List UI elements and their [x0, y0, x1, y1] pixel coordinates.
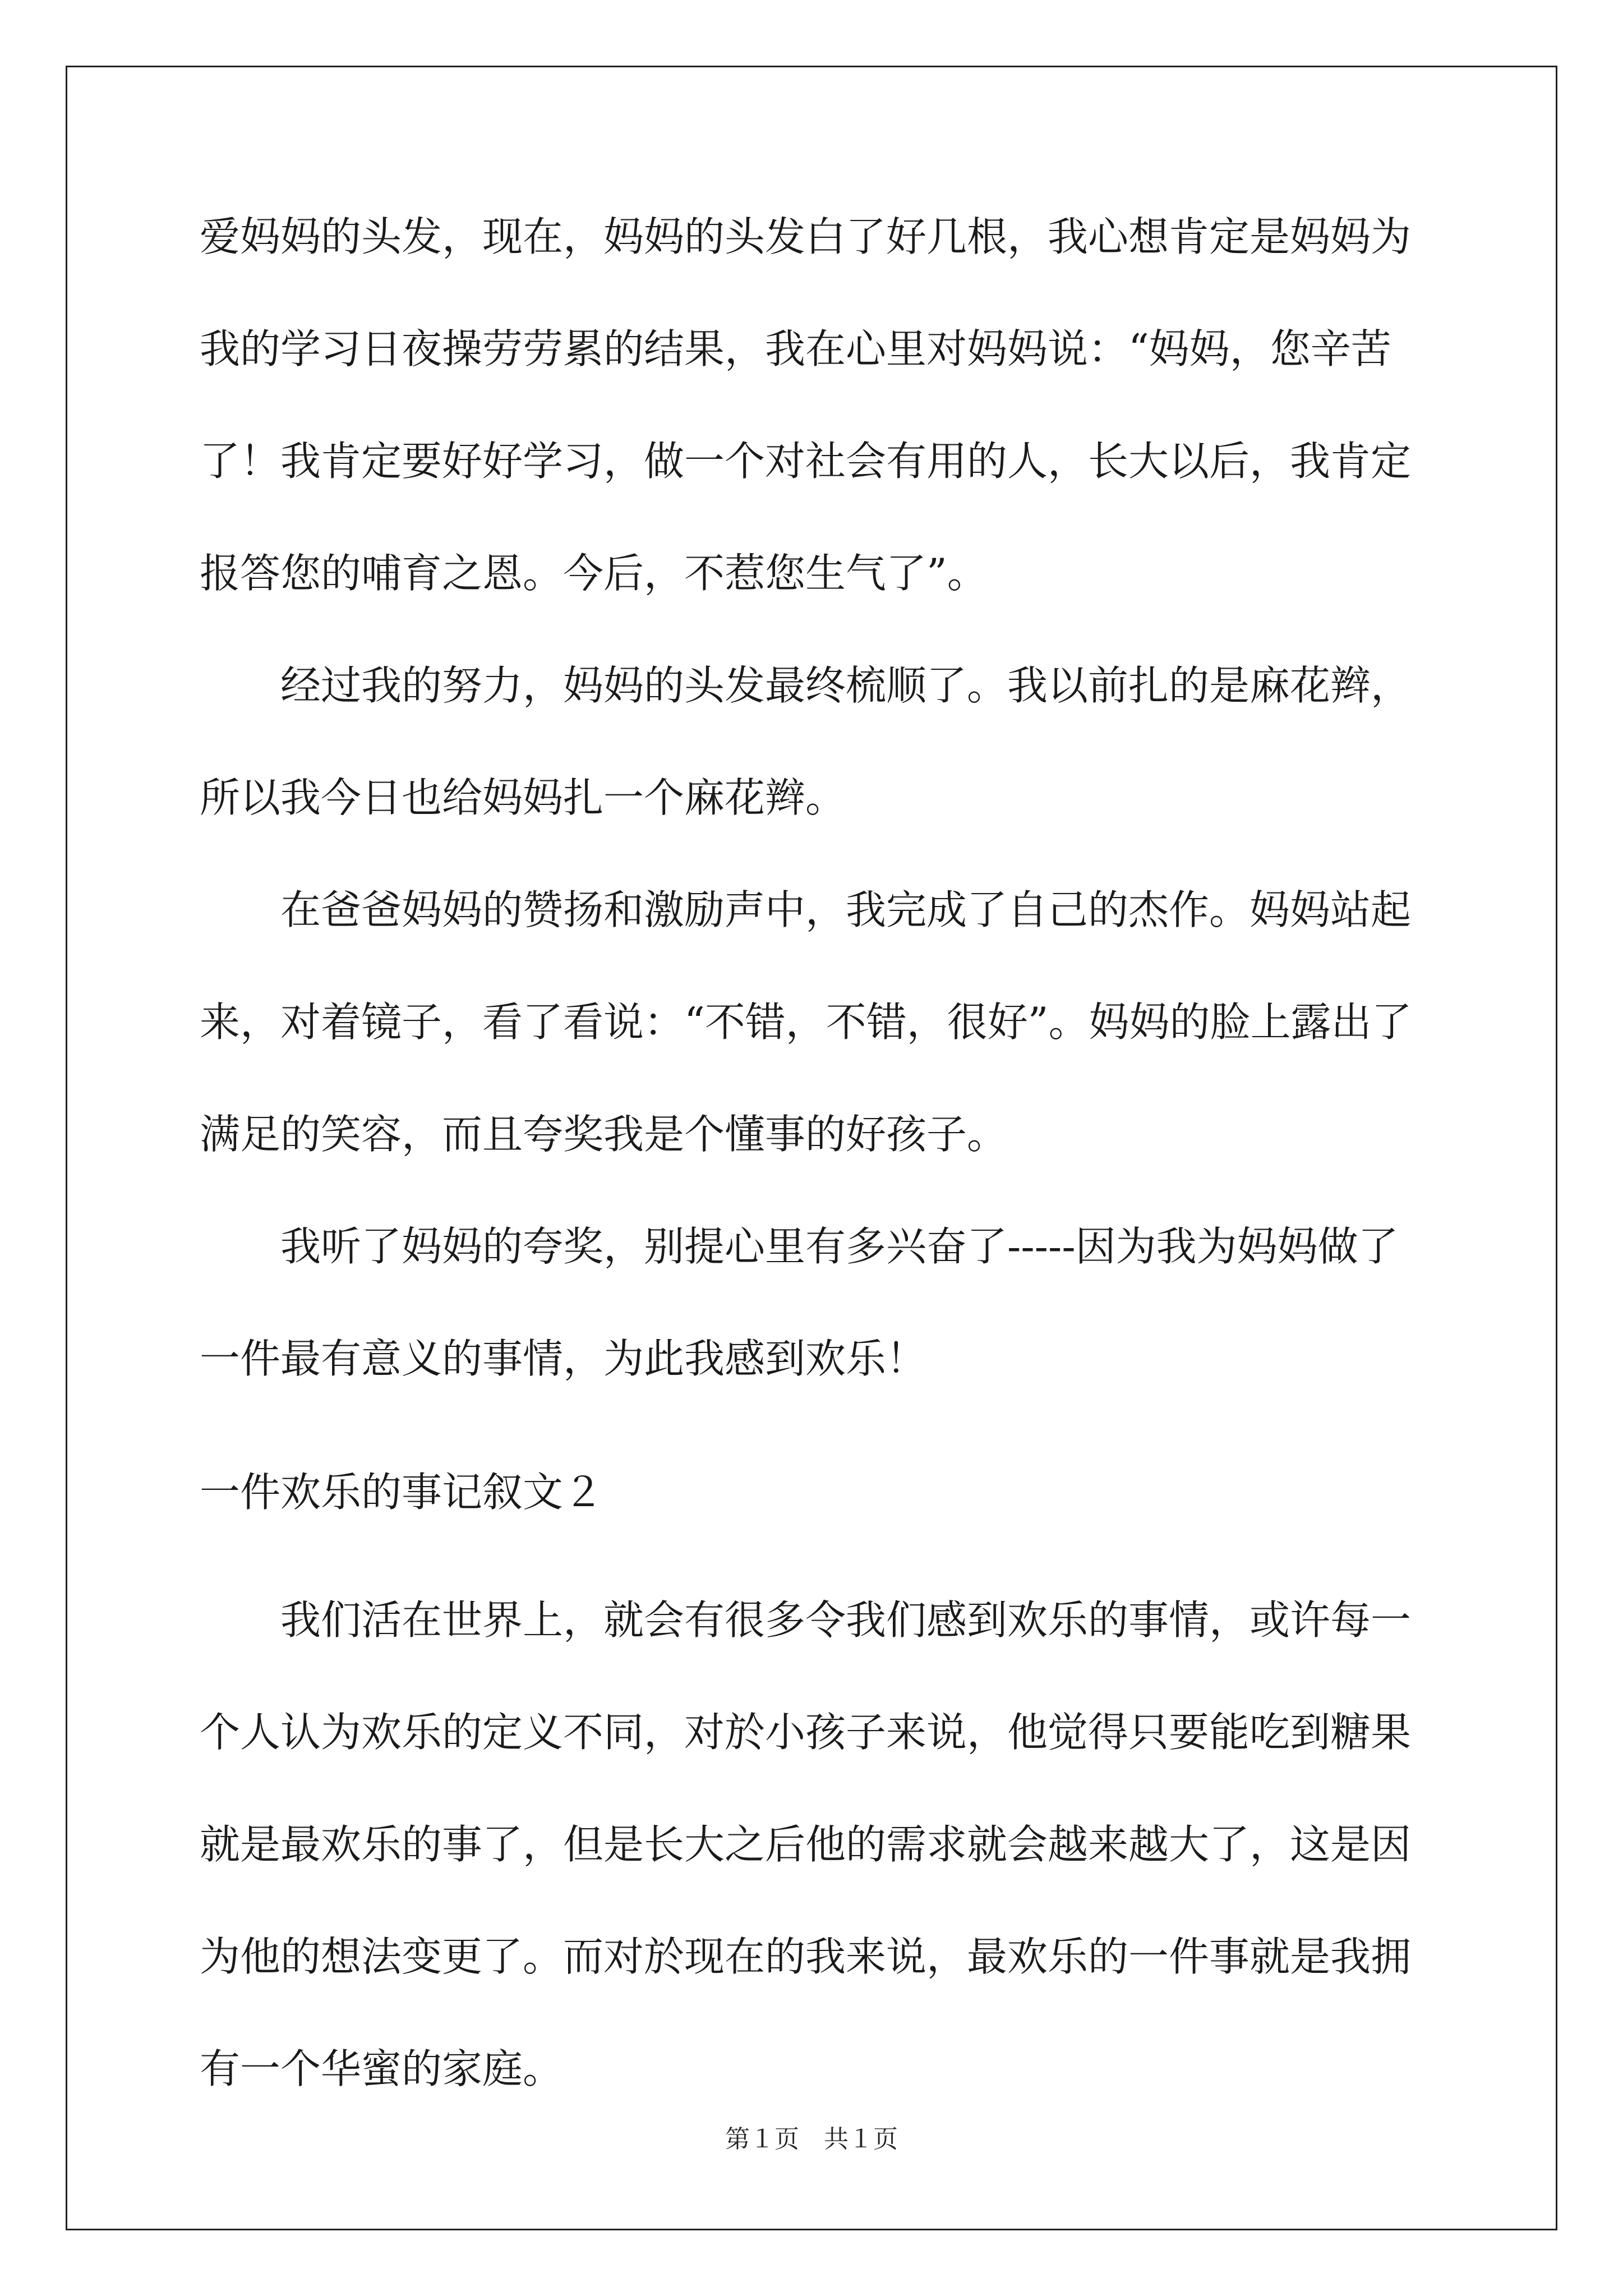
paragraph-line: 我们活在世界上，就会有很多令我们感到欢乐的事情，或许每一: [200, 1596, 1412, 1644]
paragraph-line: 来，对着镜子，看了看说：“不错，不错，很好”。妈妈的脸上露出了: [200, 999, 1412, 1046]
paragraph-line: 满足的笑容，而且夸奖我是个懂事的好孩子。: [200, 1111, 1008, 1158]
paragraph-line: 为他的想法变更了。而对於现在的我来说，最欢乐的一件事就是我拥: [200, 1933, 1412, 1980]
paragraph-line: 经过我的努力，妈妈的头发最终梳顺了。我以前扎的是麻花辫，: [200, 662, 1412, 709]
paragraph-line: 个人认为欢乐的定义不同，对於小孩子来说，他觉得只要能吃到糖果: [200, 1709, 1412, 1756]
paragraph-line: 了！我肯定要好好学习，做一个对社会有用的人，长大以后，我肯定: [200, 438, 1412, 485]
paragraph-line: 我的学习日夜操劳劳累的结果，我在心里对妈妈说：“妈妈，您辛苦: [200, 325, 1391, 372]
paragraph-line: 报答您的哺育之恩。今后，不惹您生气了”。: [200, 550, 988, 597]
document-body: [200, 214, 1433, 1448]
document-body-continued: [200, 1598, 1433, 2159]
page-footer: 第１页 共１页: [725, 2125, 898, 2154]
section-heading: 一件欢乐的事记叙文２: [200, 1469, 604, 1516]
paragraph-line: 我听了妈妈的夸奖，别提心里有多兴奋了-----因为我为妈妈做了: [200, 1223, 1399, 1270]
paragraph-line: 就是最欢乐的事了，但是长大之后他的需求就会越来越大了，这是因: [200, 1821, 1412, 1868]
paragraph-line: 有一个华蜜的家庭。: [200, 2045, 564, 2092]
paragraph-line: 一件最有意义的事情，为此我感到欢乐！: [200, 1335, 927, 1382]
paragraph-line: 所以我今日也给妈妈扎一个麻花辫。: [200, 774, 846, 821]
paragraph-line: 在爸爸妈妈的赞扬和激励声中，我完成了自己的杰作。妈妈站起: [200, 886, 1412, 933]
paragraph-line: 爱妈妈的头发，现在，妈妈的头发白了好几根，我心想肯定是妈妈为: [200, 213, 1412, 260]
